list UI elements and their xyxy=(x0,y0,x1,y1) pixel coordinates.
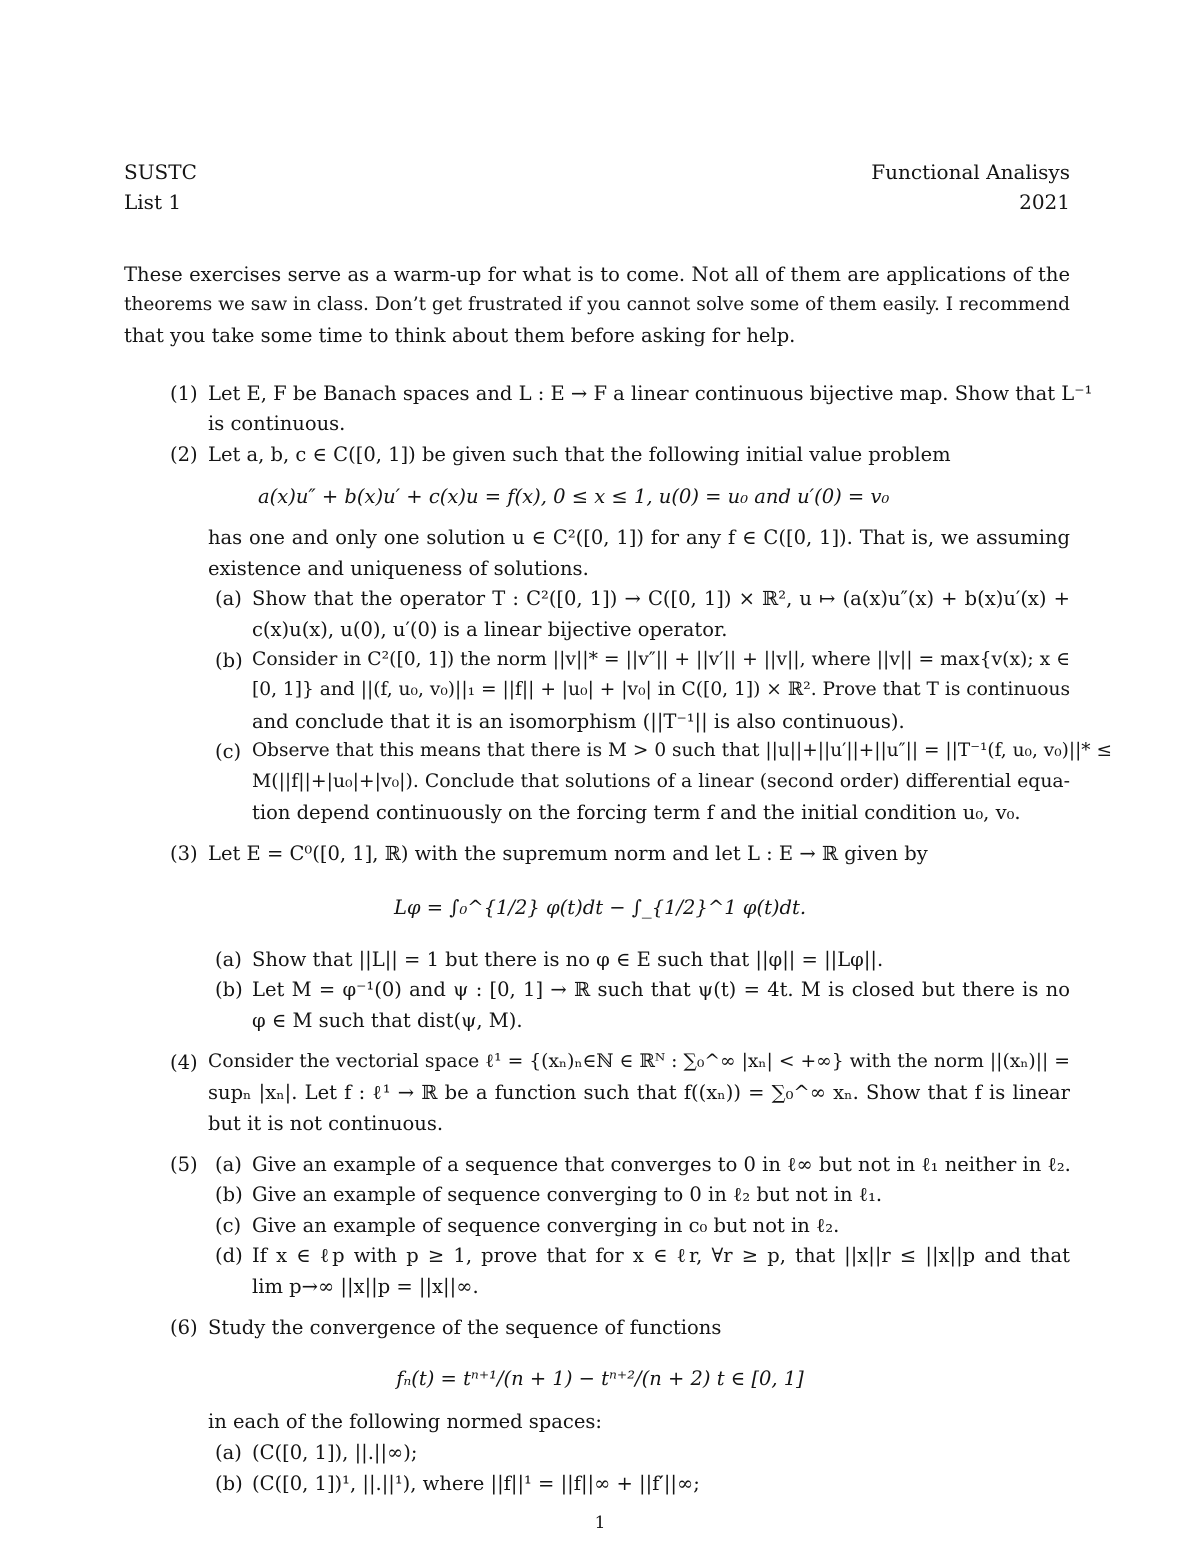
intro-line: These exercises serve as a warm-up for what is to come. Not all of them are applications of the xyxy=(124,263,1070,286)
problem-label: (5) xyxy=(170,1153,198,1176)
problem-line: Let E, F be Banach spaces and L : E → F a linear continuous bijective map. Show that L⁻¹ xyxy=(208,382,1093,405)
part-line: Observe that this means that there is M > 0 such that ||u||+||u′||+||u″|| = ||T⁻¹(f, u₀, v₀)||* ≤ xyxy=(252,740,1112,761)
problem-line: Let E = C⁰([0, 1], ℝ) with the supremum norm and let L : E → ℝ given by xyxy=(208,842,928,865)
part-line: Give an example of sequence converging in c₀ but not in ℓ₂. xyxy=(252,1214,840,1237)
part-label: (b) xyxy=(215,1183,243,1206)
header-list: List 1 xyxy=(124,190,182,214)
part-line: c(x)u(x), u(0), u′(0) is a linear bijective operator. xyxy=(252,618,728,641)
equation: Lφ = ∫₀^{1/2} φ(t)dt − ∫_{1/2}^1 φ(t)dt. xyxy=(393,896,807,919)
part-line: φ ∈ M such that dist(ψ, M). xyxy=(252,1009,523,1032)
part-line: and conclude that it is an isomorphism (||T⁻¹|| is also continuous). xyxy=(252,710,905,733)
page-number: 1 xyxy=(594,1513,606,1533)
part-label: (b) xyxy=(215,978,243,1001)
part-label: (c) xyxy=(215,1214,242,1237)
part-line: [0, 1]} and ||(f, u₀, v₀)||₁ = ||f|| + |u₀| + |v₀| in C([0, 1]) × ℝ². Prove that T is continuous xyxy=(252,679,1071,700)
header-course: Functional Analisys xyxy=(871,160,1070,184)
part-line: Show that the operator T : C²([0, 1]) → C([0, 1]) × ℝ², u ↦ (a(x)u″(x) + b(x)u′(x) + xyxy=(252,587,1070,610)
part-line: M(||f||+|u₀|+|v₀|). Conclude that solutions of a linear (second order) differential equa- xyxy=(252,771,1070,792)
part-line: Show that ||L|| = 1 but there is no φ ∈ E such that ||φ|| = ||Lφ||. xyxy=(252,948,884,971)
part-label: (a) xyxy=(215,1153,242,1176)
part-label: (d) xyxy=(215,1244,243,1267)
header-institution: SUSTC xyxy=(124,160,197,184)
problem-line: Consider the vectorial space ℓ¹ = {(xₙ)ₙ∈ℕ ∈ ℝᴺ : ∑₀^∞ |xₙ| < +∞} with the norm ||(xₙ)|| = xyxy=(208,1051,1070,1072)
part-label: (a) xyxy=(215,948,242,971)
part-label: (b) xyxy=(215,649,243,672)
problem-line: in each of the following normed spaces: xyxy=(208,1410,602,1433)
part-label: (a) xyxy=(215,1441,242,1464)
problem-label: (6) xyxy=(170,1316,198,1339)
part-line: (C([0, 1])¹, ||.||¹), where ||f||¹ = ||f||∞ + ||f′||∞; xyxy=(252,1472,700,1495)
problem-line: but it is not continuous. xyxy=(208,1112,444,1135)
part-line: Give an example of sequence converging to 0 in ℓ₂ but not in ℓ₁. xyxy=(252,1183,883,1206)
part-line: If x ∈ ℓp with p ≥ 1, prove that for x ∈ ℓr, ∀r ≥ p, that ||x||r ≤ ||x||p and that xyxy=(252,1244,1070,1267)
problem-label: (4) xyxy=(170,1051,198,1074)
problem-label: (3) xyxy=(170,842,198,865)
part-line: Consider in C²([0, 1]) the norm ||v||* = ||v″|| + ||v′|| + ||v||, where ||v|| = max{v(x); x ∈ xyxy=(252,649,1070,670)
problem-line: supₙ |xₙ|. Let f : ℓ¹ → ℝ be a function such that f((xₙ)) = ∑₀^∞ xₙ. Show that f is linear xyxy=(208,1081,1070,1104)
equation: a(x)u″ + b(x)u′ + c(x)u = f(x), 0 ≤ x ≤ 1, u(0) = u₀ and u′(0) = v₀ xyxy=(258,485,890,508)
part-line: lim p→∞ ||x||p = ||x||∞. xyxy=(252,1275,479,1298)
intro-line: that you take some time to think about them before asking for help. xyxy=(124,324,796,347)
part-label: (c) xyxy=(215,740,242,763)
part-line: Give an example of a sequence that converges to 0 in ℓ∞ but not in ℓ₁ neither in ℓ₂. xyxy=(252,1153,1071,1176)
part-line: Let M = φ⁻¹(0) and ψ : [0, 1] → ℝ such that ψ(t) = 4t. M is closed but there is no xyxy=(252,978,1070,1001)
problem-label: (1) xyxy=(170,382,198,405)
part-label: (b) xyxy=(215,1472,243,1495)
part-line: (C([0, 1]), ||.||∞); xyxy=(252,1441,418,1464)
problem-line: Study the convergence of the sequence of functions xyxy=(208,1316,722,1339)
header-year: 2021 xyxy=(1019,190,1070,214)
problem-line: has one and only one solution u ∈ C²([0, 1]) for any f ∈ C([0, 1]). That is, we assuming xyxy=(208,526,1070,549)
equation: fₙ(t) = tⁿ⁺¹/(n + 1) − tⁿ⁺²/(n + 2) t ∈ [0, 1] xyxy=(396,1367,804,1390)
problem-label: (2) xyxy=(170,443,198,466)
part-label: (a) xyxy=(215,587,242,610)
problem-line: Let a, b, c ∈ C([0, 1]) be given such that the following initial value problem xyxy=(208,443,951,466)
problem-line: is continuous. xyxy=(208,412,346,435)
part-line: tion depend continuously on the forcing term f and the initial condition u₀, v₀. xyxy=(252,801,1021,824)
problem-line: existence and uniqueness of solutions. xyxy=(208,557,589,580)
intro-line: theorems we saw in class. Don’t get frustrated if you cannot solve some of them easily. I recommend xyxy=(124,294,1070,315)
